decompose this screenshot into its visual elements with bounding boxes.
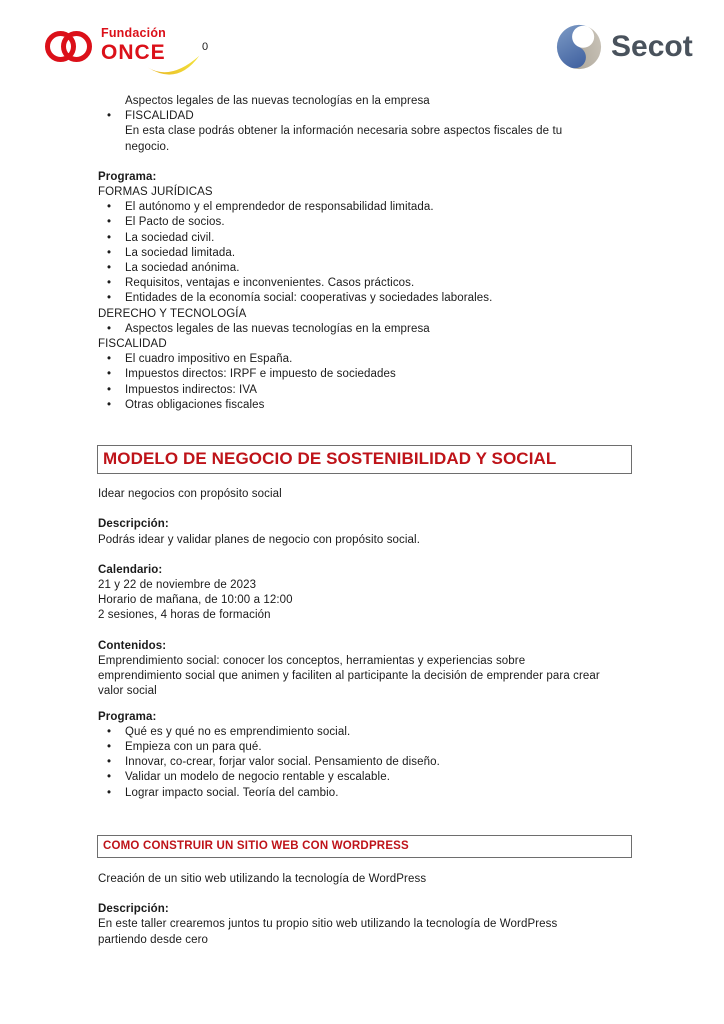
derecho-tecnologia-heading: DERECHO Y TECNOLOGÍA (98, 307, 247, 320)
bullet-text: Otras obligaciones fiscales (125, 398, 265, 411)
bullet-text: Impuestos indirectos: IVA (125, 383, 258, 396)
programa-modelo-list (98, 725, 606, 801)
bullet-icon: • (107, 110, 112, 123)
once-ring-icon (61, 31, 92, 62)
bullet-item (98, 367, 606, 382)
bullet-text: La sociedad limitada. (125, 246, 236, 259)
bullet-text: Validar un modelo de negocio rentable y escalable. (125, 771, 390, 784)
bullet-item (98, 786, 606, 801)
descripcion-text-wordpress: En este taller crearemos juntos tu propio sitio web utilizando la tecnología de WordPress partiendo desde cero (98, 918, 558, 946)
calendario-line: 21 y 22 de noviembre de 2023 (98, 579, 257, 592)
page-marker: 0 (202, 41, 209, 53)
once-swoosh-icon (147, 53, 201, 77)
bullet-text: Requisitos, ventajas e inconvenientes. Casos prácticos. (125, 277, 415, 290)
calendario-lines (98, 578, 606, 624)
bullet-text: El cuadro impositivo en España. (125, 353, 293, 366)
secot-logo (556, 24, 693, 70)
course-subtitle-modelo: Idear negocios con propósito social (98, 488, 282, 501)
bullet-icon: • (107, 262, 112, 275)
bullet-icon: • (107, 740, 112, 753)
descripcion-text: Podrás idear y validar planes de negocio con propósito social. (98, 533, 421, 546)
bullet-icon: • (107, 201, 112, 214)
bullet-icon: • (107, 353, 112, 366)
programa-heading-modelo: Programa: (98, 710, 157, 723)
bullet-text: Aspectos legales de las nuevas tecnologías en la empresa (125, 322, 430, 335)
bullet-icon: • (107, 246, 112, 259)
bullet-item (98, 725, 606, 740)
bullet-text: Impuestos directos: IRPF e impuesto de sociedades (125, 368, 396, 381)
bullet-text: Innovar, co-crear, forjar valor social. Pensamiento de diseño. (125, 756, 440, 769)
course-title-box-modelo (97, 445, 632, 474)
bullet-text: Entidades de la economía social: cooperativas y sociedades laborales. (125, 292, 493, 305)
bullet-item (98, 200, 606, 215)
bullet-icon: • (107, 398, 112, 411)
derecho-tecnologia-list (98, 322, 606, 337)
bullet-icon: • (107, 786, 112, 799)
secot-wordmark: Secot (611, 30, 693, 63)
calendario-line: Horario de mañana, de 10:00 a 12:00 (98, 594, 293, 607)
bullet-item (98, 109, 606, 124)
course-title-box-wordpress (97, 835, 632, 858)
bullet-text: La sociedad anónima. (125, 262, 240, 275)
programa-heading: Programa: (98, 170, 157, 183)
bullet-item (98, 383, 606, 398)
bullet-icon: • (107, 725, 112, 738)
fundacion-label: Fundación (101, 26, 166, 40)
secot-emblem-icon (556, 24, 602, 70)
document-body (98, 94, 606, 948)
bullet-item (98, 740, 606, 755)
bullet-item (98, 755, 606, 770)
course-title-wordpress: COMO CONSTRUIR UN SITIO WEB CON WORDPRESS (103, 839, 409, 852)
course-subtitle-wordpress: Creación de un sitio web utilizando la tecnología de WordPress (98, 872, 427, 885)
bullet-text: La sociedad civil. (125, 231, 215, 244)
fiscalidad-list (98, 352, 606, 413)
bullet-item (98, 322, 606, 337)
bullet-icon: • (107, 231, 112, 244)
bullet-item (98, 231, 606, 246)
bullet-item (98, 398, 606, 413)
bullet-item (98, 261, 606, 276)
bullet-text: Empieza con un para qué. (125, 740, 262, 753)
descripcion-heading-wordpress: Descripción: (98, 903, 169, 916)
carryover-line: Aspectos legales de las nuevas tecnologías en la empresa (125, 95, 430, 107)
bullet-item (98, 276, 606, 291)
bullet-icon: • (107, 383, 112, 396)
contenidos-heading: Contenidos: (98, 639, 167, 652)
bullet-icon: • (107, 756, 112, 769)
fiscalidad-label: FISCALIDAD (125, 110, 194, 123)
bullet-item (98, 770, 606, 785)
once-label: ONCE (101, 40, 166, 64)
contenidos-text: Emprendimiento social: conocer los conceptos, herramientas y experiencias sobre emprendimiento social que animen y faciliten al participante la decisión de emprender para crear valor social (98, 654, 600, 698)
calendario-heading: Calendario: (98, 563, 163, 576)
bullet-icon: • (107, 771, 112, 784)
bullet-icon: • (107, 322, 112, 335)
bullet-text: Lograr impacto social. Teoría del cambio. (125, 786, 339, 799)
bullet-icon: • (107, 292, 112, 305)
bullet-item (98, 291, 606, 306)
bullet-icon: • (107, 368, 112, 381)
page-header (0, 0, 724, 90)
bullet-text: Qué es y qué no es emprendimiento social. (125, 725, 351, 738)
formas-juridicas-list (98, 200, 606, 306)
fundacion-once-logo (45, 22, 203, 80)
formas-juridicas-heading: FORMAS JURÍDICAS (98, 186, 213, 199)
bullet-item (98, 215, 606, 230)
bullet-icon: • (107, 277, 112, 290)
bullet-item (98, 352, 606, 367)
bullet-item (98, 246, 606, 261)
descripcion-heading: Descripción: (98, 518, 169, 531)
calendario-line: 2 sesiones, 4 horas de formación (98, 609, 271, 622)
fiscalidad-description: En esta clase podrás obtener la información necesaria sobre aspectos fiscales de tu negocio. (125, 125, 563, 153)
bullet-text: El Pacto de socios. (125, 216, 225, 229)
fiscalidad-heading: FISCALIDAD (98, 338, 167, 351)
bullet-icon: • (107, 216, 112, 229)
bullet-text: El autónomo y el emprendedor de responsabilidad limitada. (125, 201, 434, 214)
course-title-modelo: MODELO DE NEGOCIO DE SOSTENIBILIDAD Y SOCIAL (103, 449, 557, 469)
